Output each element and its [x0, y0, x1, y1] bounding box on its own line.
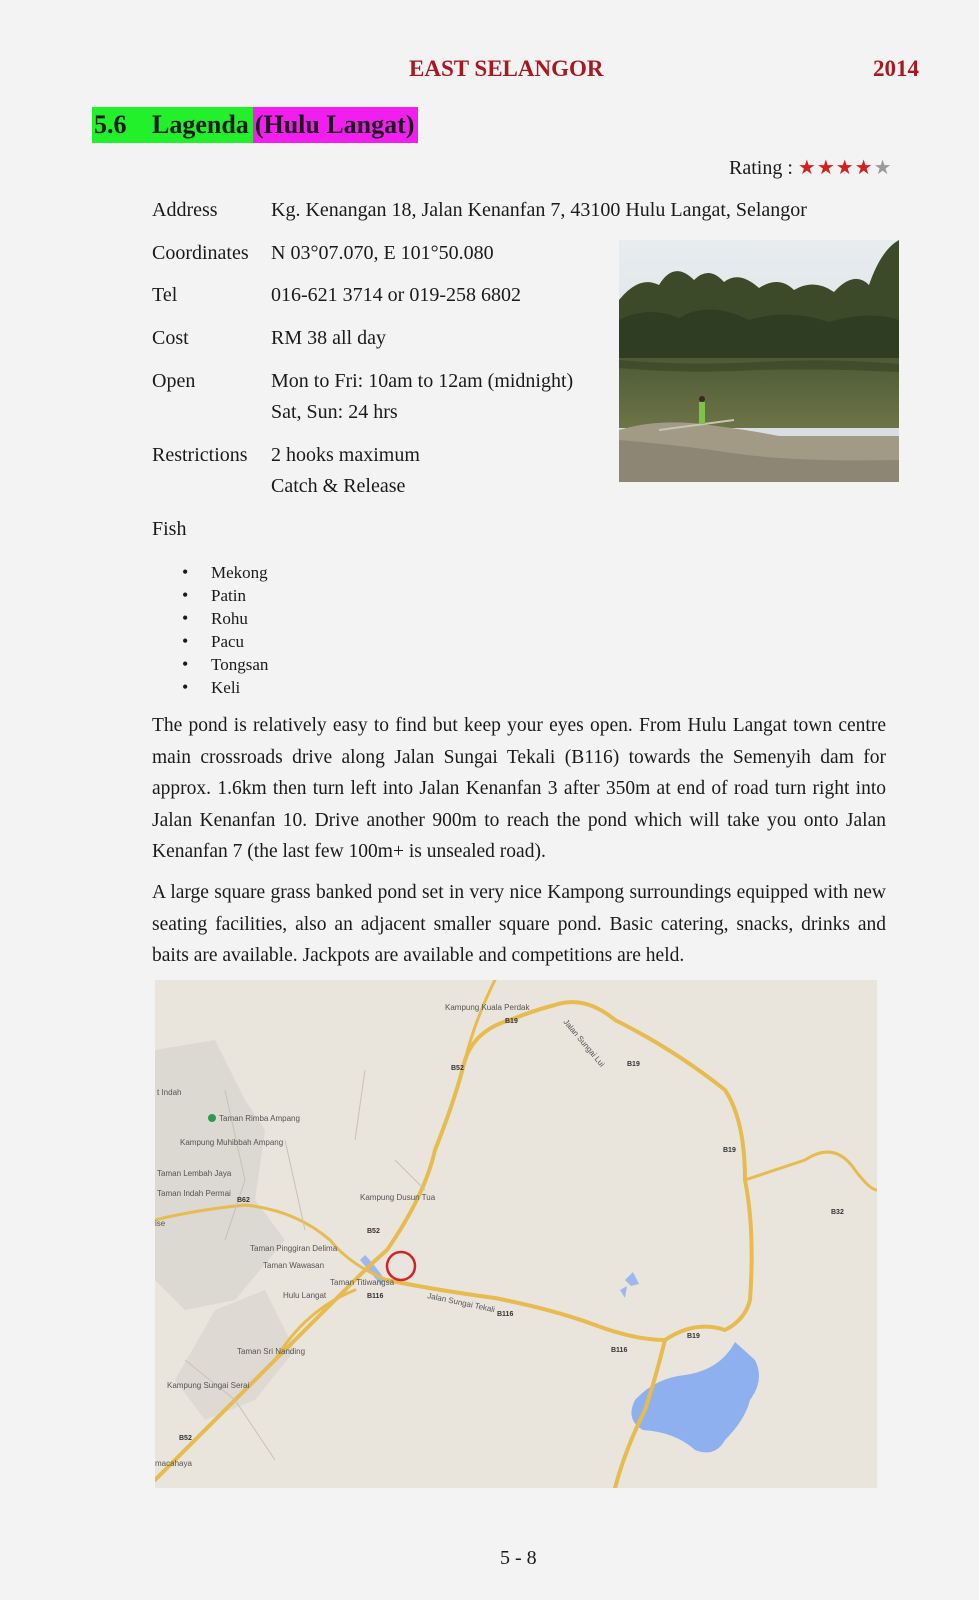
map-label: Jalan Sungai Tekali	[426, 1291, 496, 1315]
map-label: macahaya	[155, 1459, 192, 1468]
map-label: ise	[155, 1219, 166, 1228]
open-label: Open	[152, 370, 196, 392]
section-name: Lagenda	[152, 110, 249, 139]
map-label: Hulu Langat	[283, 1291, 327, 1300]
restrictions-value-hooks: 2 hooks maximum	[271, 444, 420, 466]
map-label: Taman Lembah Jaya	[157, 1169, 232, 1178]
road-label: B52	[367, 1228, 380, 1235]
rating-stars-filled: ★★★★	[797, 157, 874, 179]
road-label: B52	[179, 1435, 192, 1442]
location-map	[155, 980, 877, 1488]
map-label: Jalan Sungai Lui	[561, 1017, 607, 1069]
section-number: 5.6	[94, 110, 127, 139]
description-paragraph: A large square grass banked pond set in very nice Kampong surroundings equipped with new seating facilities, also an adjacent smaller square pond. Basic catering, snacks, drinks and baits are available. Jackpots are available and competitions are held.	[152, 882, 886, 966]
road-label: B19	[505, 1018, 518, 1025]
cost-value: RM 38 all day	[271, 327, 386, 349]
road-label: B19	[687, 1333, 700, 1340]
list-item: • Patin	[182, 584, 268, 607]
cost-label: Cost	[152, 327, 189, 349]
map-label: Kampung Muhibbah Ampang	[180, 1138, 284, 1147]
map-label: Kampung Kuala Perdak	[445, 1003, 530, 1012]
road-label: B32	[831, 1209, 844, 1216]
map-label: Taman Wawasan	[263, 1261, 325, 1270]
address-value: Kg. Kenangan 18, Jalan Kenanfan 7, 43100 Hulu Langat, Selangor	[271, 199, 807, 221]
page-number: 5 - 8	[500, 1547, 537, 1569]
pond-photo	[619, 240, 899, 482]
section-title-highlight-green	[92, 107, 253, 143]
map-label: Taman Titiwangsa	[330, 1278, 395, 1287]
tel-label: Tel	[152, 284, 178, 306]
map-label: Taman Rimba Ampang	[219, 1114, 300, 1123]
map-label: Kampung Dusun Tua	[360, 1193, 436, 1202]
rating	[729, 155, 892, 180]
map-label: Taman Indah Permai	[157, 1189, 231, 1198]
map-label: Kampung Sungai Serai	[167, 1381, 250, 1390]
list-item: • Mekong	[182, 561, 268, 584]
list-item: • Pacu	[182, 630, 268, 653]
open-value-weekend: Sat, Sun: 24 hrs	[271, 401, 398, 423]
coordinates-label: Coordinates	[152, 242, 249, 264]
coordinates-value: N 03°07.070, E 101°50.080	[271, 242, 494, 264]
header-year: 2014	[873, 56, 919, 81]
address-label: Address	[152, 199, 218, 221]
map-label: Taman Sri Nanding	[237, 1347, 306, 1356]
road-label: B19	[627, 1061, 640, 1068]
section-location: (Hulu Langat)	[253, 107, 419, 143]
list-item: • Keli	[182, 676, 268, 699]
list-item: • Tongsan	[182, 653, 268, 676]
pond-photo-image	[619, 240, 899, 482]
park-icon	[208, 1114, 216, 1122]
map-label: Taman Pinggiran Delima	[250, 1244, 338, 1253]
road-label: B116	[497, 1311, 514, 1318]
fish-list	[182, 561, 268, 699]
directions-paragraph: The pond is relatively easy to find but keep your eyes open. From Hulu Langat town centre main crossroads drive along Jalan Sungai Tekali (B116) towards the Semenyih dam for approx. 1.6km then turn left into Jalan Kenanfan 3 after 350m at end of road turn right into Jalan Kenanfan 10. Drive another 900m to reach the pond which will take you onto Jalan Kenanfan 7 (the last few 100m+ is unsealed road).	[152, 715, 886, 862]
road-label: B116	[367, 1293, 384, 1300]
location-map-image	[155, 980, 877, 1488]
road-label: B19	[723, 1147, 736, 1154]
fish-label: Fish	[152, 518, 187, 540]
open-value-weekday: Mon to Fri: 10am to 12am (midnight)	[271, 370, 574, 392]
road-label: B52	[451, 1065, 464, 1072]
rating-label: Rating :	[729, 157, 793, 179]
list-item: • Rohu	[182, 607, 268, 630]
rating-star-empty: ★	[873, 157, 892, 179]
restrictions-value-release: Catch & Release	[271, 475, 406, 497]
section-title	[92, 107, 418, 143]
header-title: EAST SELANGOR	[409, 56, 604, 81]
map-label: t Indah	[157, 1088, 182, 1097]
road-label: B62	[237, 1197, 250, 1204]
road-label: B116	[611, 1347, 628, 1354]
restrictions-label: Restrictions	[152, 444, 248, 466]
tel-value: 016-621 3714 or 019-258 6802	[271, 284, 521, 306]
